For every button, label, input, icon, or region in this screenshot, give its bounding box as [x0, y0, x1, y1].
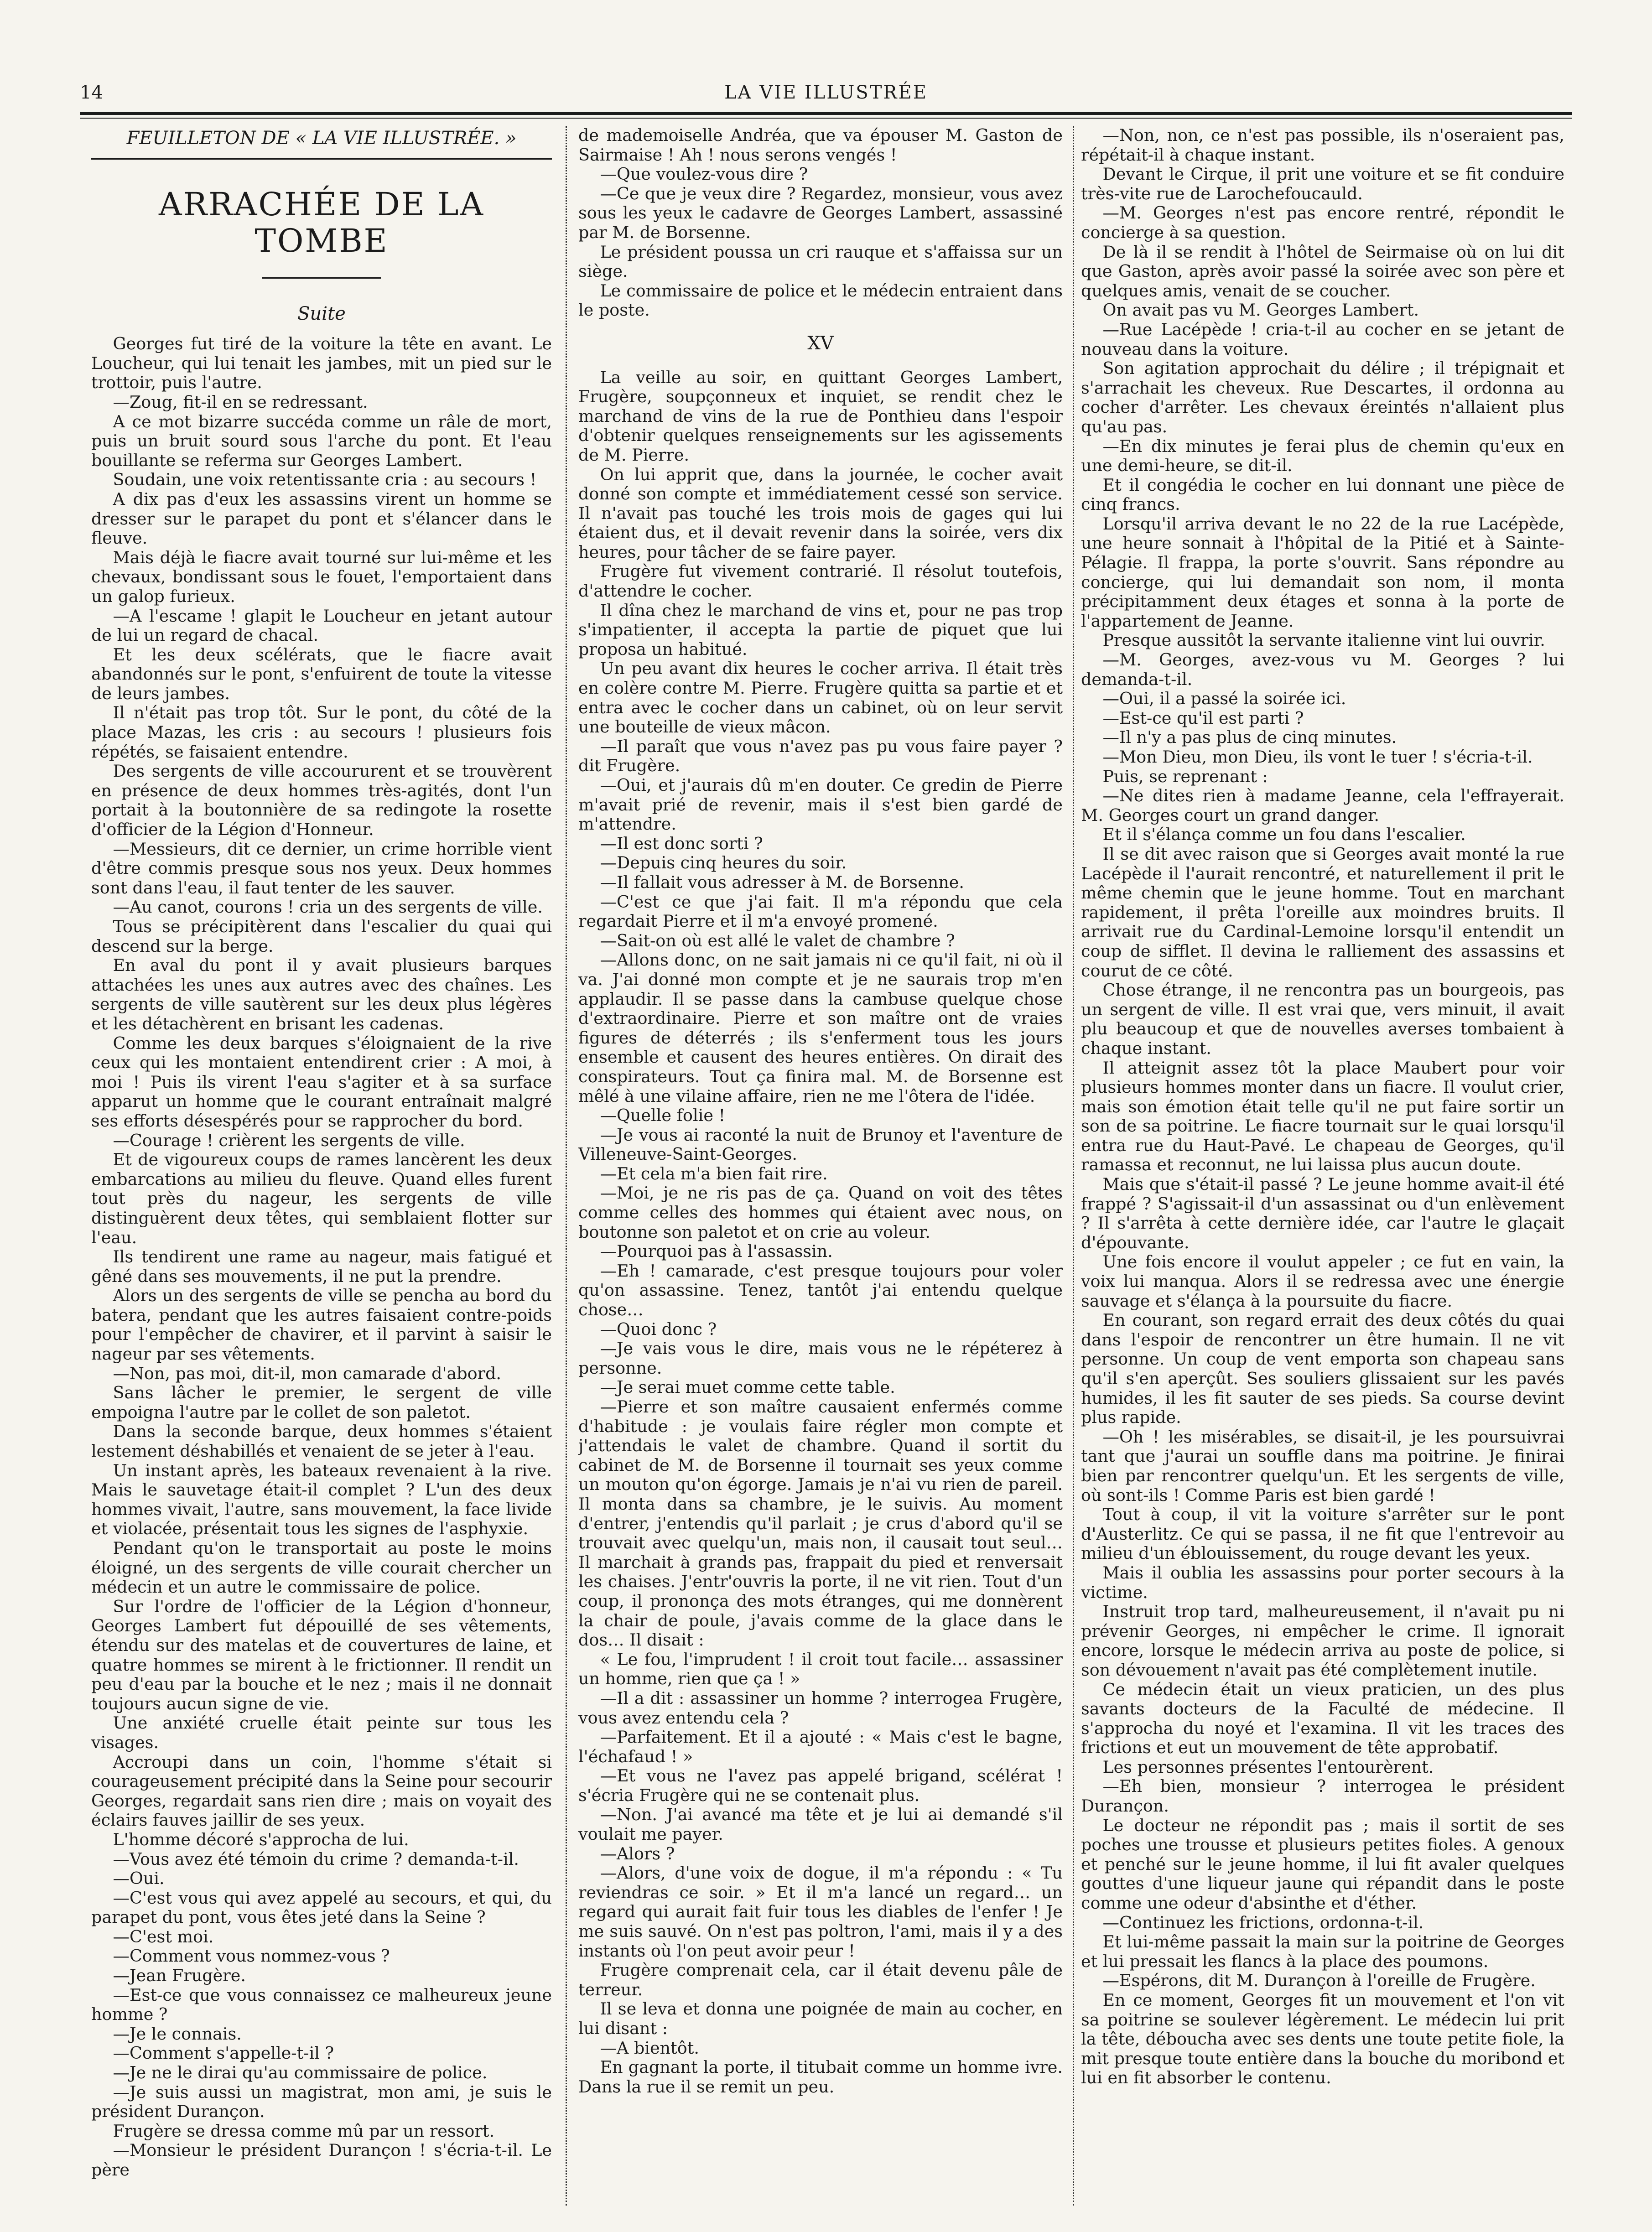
title-rule [262, 277, 381, 279]
paragraph: —Au canot, courons ! cria un des sergents de ville. [113, 897, 543, 917]
paragraph: Mais déjà le fiacre avait tourné sur lui-même et les chevaux, bondissant sous le fouet, l'emportaient dans un galop furieux. [91, 547, 552, 606]
paragraph: —Eh ! camarade, c'est presque toujours pour voler qu'on assassine. Tenez, tantôt j'ai entendu quelque chose… [578, 1261, 1063, 1320]
paragraph: Mais que s'était-il passé ? Le jeune homme avait-il été frappé ? S'agissait-il d'un assassinat ou d'un enlèvement ? Il s'arrêta à cette dernière idée, car l'autre le glaçait d'épouvante. [1081, 1174, 1564, 1252]
paragraph: Une fois encore il voulut appeler ; ce fut en vain, la voix lui manqua. Alors il se redressa avec une énergie sauvage et s'élança à la poursuite du fiacre. [1081, 1252, 1564, 1311]
paragraph: —Moi, je ne ris pas de ça. Quand on voit des têtes comme celles des hommes qui étaient avec nous, on boutonne son paletot et on crie au voleur. [578, 1183, 1063, 1242]
paragraph: Un instant après, les bateaux revenaient à la rive. Mais le sauvetage était-il complet ? L'un des deux hommes vivait, l'autre, sans mouvement, la face livide et violacée, présentait tous les signes de l'asphyxie. [91, 1460, 552, 1539]
paragraph: —Je le connais. [113, 2024, 242, 2044]
paragraph: de mademoiselle Andréa, que va épouser M. Gaston de Sairmaise ! Ah ! nous serons vengés ! [578, 126, 1063, 165]
paragraph: Sans lâcher le premier, le sergent de ville empoigna l'autre par le collet de son paletot. [91, 1383, 552, 1422]
paragraph: —Espérons, dit M. Durançon à l'oreille de Frugère. [1102, 1971, 1536, 1991]
paragraph: Instruit trop tard, malheureusement, il n'avait pu ni prévenir Georges, ni empêcher le crime. Il ignorait encore, lorsque le médecin arriva au poste de police, si son dévouement n'avait pas été complètement inutile. [1081, 1602, 1564, 1680]
paragraph: Frugère se dressa comme mû par un ressort. [113, 2121, 495, 2141]
paragraph: Et de vigoureux coups de rames lancèrent les deux embarcations au milieu du fleuve. Quand elles furent tout près du nageur, les sergents de ville distinguèrent deux têtes, qui semblaient flotter sur l'eau. [91, 1150, 552, 1247]
paragraph: —Sait-on où est allé le valet de chambre ? [600, 930, 955, 950]
paragraph: On avait pas vu M. Georges Lambert. [1102, 300, 1419, 320]
paragraph: —C'est moi. [113, 1926, 214, 1947]
paragraph: —Et cela m'a bien fait rire. [600, 1163, 828, 1183]
chapter-heading: XV [807, 332, 834, 354]
paragraph: Tous se précipitèrent dans l'escalier du quai qui descend sur la berge. [91, 917, 552, 956]
paragraph: —Continuez les frictions, ordonna-t-il. [1102, 1912, 1424, 1932]
column-3-text [1081, 126, 1564, 2088]
paragraph: Georges fut tiré de la voiture la tête en avant. Le Loucheur, qui lui tenait les jambes, mit un pied sur le trottoir, puis l'autre. [91, 334, 552, 393]
paragraph: Soudain, une voix retentissante cria : au secours ! [113, 470, 537, 490]
paragraph: —Je serai muet comme cette table. [600, 1377, 895, 1397]
paragraph: —Je ne le dirai qu'au commissaire de police. [113, 2063, 488, 2083]
paragraph: —Pierre et son maître causaient enfermés comme d'habitude : je voulais faire régler mon compte et j'attendais le valet de chambre. Quand il sortit du cabinet de M. de Borsenne il tournait ses yeux comme un mouton qu'on égorge. Jamais je n'ai vu rien de pareil. Il monta dans sa chambre, je le suivis. Au moment d'entrer, j'entendis qu'il parlait ; je crus d'abord qu'il se trouvait avec quelqu'un, mais non, il causait tout seul… Il marchait à grands pas, frappait du pied et renversait les chaises. J'entr'ouvris la porte, il ne vit rien. Tout d'un coup, il prononça des mots étranges, qui me donnèrent la chair de poule, j'avais comme de la glace dans le dos… Il disait : [578, 1397, 1063, 1650]
story-subtitle: Suite [297, 303, 346, 324]
paragraph: —A bientôt. [600, 2038, 699, 2058]
paragraph: Presque aussitôt la servante italienne vint lui ouvrir. [1102, 630, 1545, 650]
paragraph: —Mon Dieu, mon Dieu, ils vont le tuer ! s'écria-t-il. [1102, 747, 1533, 767]
paragraph: —Messieurs, dit ce dernier, un crime horrible vient d'être commis presque sous nos yeux. Deux hommes sont dans l'eau, il faut tenter de les sauver. [91, 839, 552, 898]
paragraph: Des sergents de ville accoururent et se trouvèrent en présence de deux hommes très-agités, dont l'un portait à la boutonnière de sa redingote la rosette d'officier de la Légion d'Honneur. [91, 761, 552, 840]
column-separator-1 [566, 126, 567, 2206]
paragraph: —Non, non, ce n'est pas possible, ils n'oseraient pas, répétait-il à chaque instant. [1081, 126, 1564, 165]
paragraph: L'homme décoré s'approcha de lui. [113, 1829, 409, 1849]
paragraph: Puis, se reprenant : [1102, 766, 1268, 786]
paragraph: —Il a dit : assassiner un homme ? interrogea Frugère, vous avez entendu cela ? [578, 1688, 1063, 1728]
paragraph: Les personnes présentes l'entourèrent. [1102, 1757, 1434, 1777]
paragraph: —Il n'y a pas plus de cinq minutes. [1102, 727, 1397, 747]
paragraph: Le commissaire de police et le médecin entraient dans le poste. [578, 280, 1063, 320]
paragraph: —M. Georges n'est pas encore rentré, répondit le concierge à sa question. [1081, 203, 1564, 242]
header-rule-thin [80, 118, 1572, 119]
paragraph: De là il se rendit à l'hôtel de Seirmaise où on lui dit que Gaston, après avoir passé la soirée avec son père et quelques amis, venait de se coucher. [1081, 242, 1564, 301]
paragraph: La veille au soir, en quittant Georges Lambert, Frugère, soupçonneux et inquiet, se rendit chez le marchand de vins de la rue de Ponthieu dans l'espoir d'obtenir quelques renseignements sur les agissements de M. Pierre. [578, 367, 1063, 465]
paragraph: On lui apprit que, dans la journée, le cocher avait donné son compte et immédiatement cessé son service. Il n'avait pas touché les trois mois de gages qui lui étaient dus, et il devait revenir dans la soirée, vers dix heures, pour tâcher de se faire payer. [578, 464, 1063, 562]
paragraph: Et lui-même passait la main sur la poitrine de Georges et lui pressait les flancs à la place des poumons. [1081, 1932, 1564, 1971]
paragraph: Le président poussa un cri rauque et s'affaissa sur un siège. [578, 242, 1063, 281]
paragraph: —Et vous ne l'avez pas appelé brigand, scélérat ! s'écria Frugère qui ne se contenait plus. [578, 1766, 1063, 1805]
paragraph: —Rue Lacépède ! cria-t-il au cocher en se jetant de nouveau dans la voiture. [1081, 319, 1564, 359]
paragraph: —Oh ! les misérables, se disait-il, je les poursuivrai tant que j'aurai un souffle dans ma poitrine. Je finirai bien par rencontrer quelqu'un. Et les sergents de ville, où sont-ils ! Comme Paris est bien gardé ! [1081, 1427, 1564, 1505]
paragraph: Pendant qu'on le transportait au poste le moins éloigné, un des sergents de ville courait chercher un médecin et un autre le commissaire de police. [91, 1538, 552, 1597]
paragraph: —C'est ce que j'ai fait. Il m'a répondu que cela regardait Pierre et il m'a envoyé promené. [578, 892, 1063, 931]
paragraph: —Oui, il a passé la soirée ici. [1102, 689, 1346, 709]
paragraph: Frugère fut vivement contrarié. Il résolut toutefois, d'attendre le cocher. [578, 561, 1063, 601]
paragraph: —Parfaitement. Et il a ajouté : « Mais c'est le bagne, l'échafaud ! » [578, 1727, 1063, 1766]
paragraph: Frugère comprenait cela, car il était devenu pâle de terreur. [578, 1960, 1063, 1999]
paragraph: —Je vous ai raconté la nuit de Brunoy et l'aventure de Villeneuve-Saint-Georges. [578, 1125, 1063, 1164]
column-separator-2 [1073, 126, 1074, 2206]
paragraph: —Oui. [113, 1869, 165, 1889]
paragraph: Il n'était pas trop tôt. Sur le pont, du côté de la place Mazas, les cris : au secours ! plusieurs fois répétés, se faisaient entendre. [91, 703, 552, 762]
paragraph: —C'est vous qui avez appelé au secours, et qui, du parapet du pont, vous êtes jeté dans la Seine ? [91, 1888, 552, 1927]
paragraph: Lorsqu'il arriva devant le no 22 de la rue Lacépède, une heure sonnait à l'hôpital de la Pitié et à Sainte-Pélagie. Il frappa, la porte s'ouvrit. Sans répondre au concierge, qui lui demandait son nom, il monta précipitamment deux étages et sonna à la porte de l'appartement de Jeanne. [1081, 514, 1564, 631]
paragraph: —A l'escame ! glapit le Loucheur en jetant autour de lui un regard de chacal. [91, 606, 552, 645]
paragraph: Et les deux scélérats, que le fiacre avait abandonnés sur le pont, s'enfuirent de toute la vitesse de leurs jambes. [91, 644, 552, 703]
paragraph: —Je vais vous le dire, mais vous ne le répéterez à personne. [578, 1339, 1063, 1378]
paragraph: Dans la seconde barque, deux hommes s'étaient lestement déshabillés et venaient de se jeter à l'eau. [91, 1422, 552, 1461]
journal-title: LA VIE ILLUSTRÉE [724, 82, 928, 103]
paragraph: —Zoug, fit-il en se redressant. [113, 392, 368, 412]
paragraph: Accroupi dans un coin, l'homme s'était si courageusement précipité dans la Seine pour secourir Georges, regardait sans rien dire ; mais on voyait des éclairs fauves jaillir de ses yeux. [91, 1752, 552, 1830]
paragraph: —Non. J'ai avancé ma tête et je lui ai demandé s'il voulait me payer. [578, 1805, 1063, 1844]
paragraph: Devant le Cirque, il prit une voiture et se fit conduire très-vite rue de Larochefoucauld. [1081, 164, 1564, 203]
paragraph: Il se leva et donna une poignée de main au cocher, en lui disant : [578, 1999, 1063, 2038]
paragraph: —Quoi donc ? [600, 1319, 717, 1339]
paragraph: —Je suis aussi un magistrat, mon ami, je suis le président Durançon. [91, 2082, 552, 2122]
feuilleton-heading: FEUILLETON DE « LA VIE ILLUSTRÉE. » [91, 126, 552, 160]
paragraph: —M. Georges, avez-vous vu M. Georges ? lui demanda-t-il. [1081, 650, 1564, 689]
paragraph: Il se dit avec raison que si Georges avait monté la rue Lacépède il l'aurait rencontré, et naturellement il prit le même chemin que le jeune homme. Tout en marchant rapidement, il prêta l'oreille aux moindres bruits. Il arrivait rue du Cardinal-Lemoine lorsqu'il entendit un coup de sifflet. Il devina le ralliement des assassins et courut de ce côté. [1081, 844, 1564, 981]
paragraph: Chose étrange, il ne rencontra pas un bourgeois, pas un sergent de ville. Il est vrai que, vers minuit, il avait plu beaucoup et que de nouvelles averses tombaient à chaque instant. [1081, 980, 1564, 1058]
paragraph: Ils tendirent une rame au nageur, mais fatigué et gêné dans ses mouvements, il ne put la prendre. [91, 1247, 552, 1286]
paragraph: —Est-ce qu'il est parti ? [1102, 708, 1304, 728]
paragraph: Comme les deux barques s'éloignaient de la rive ceux qui les montaient entendirent crier : A moi, à moi ! Puis ils virent l'eau s'agiter et à sa surface apparut un homme que le courant entraînait malgré ses efforts désespérés pour se rapprocher du bord. [91, 1033, 552, 1131]
paragraph: —Courage ! crièrent les sergents de ville. [113, 1130, 465, 1150]
paragraph: —Que voulez-vous dire ? [600, 164, 808, 184]
column-1-text [91, 334, 552, 2180]
paragraph: —Jean Frugère. [113, 1966, 246, 1986]
paragraph: En ce moment, Georges fit un mouvement et l'on vit sa poitrine se soulever légèrement. Le médecin lui prit la tête, déboucha avec ses dents une toute petite fiole, la mit presque toute entière dans la bouche du moribond et lui en fit absorber le contenu. [1081, 1990, 1564, 2088]
paragraph: —Depuis cinq heures du soir. [600, 853, 847, 873]
story-title: ARRACHÉE DE LA TOMBE [158, 185, 485, 260]
column-2 [578, 126, 1063, 2206]
paragraph: —Pourquoi pas à l'assassin. [600, 1241, 833, 1261]
paragraph: —Alors, d'une voix de dogue, il m'a répondu : « Tu reviendras ce soir. » Et il m'a lancé un regard… un regard qui aurait fait fuir tous les diables de l'enfer ! Je me suis sauvé. On n'est pas poltron, l'ami, mais il y a des instants où l'on peut avoir peur ! [578, 1863, 1063, 1961]
paragraph: —Comment s'appelle-t-il ? [113, 2043, 334, 2063]
paragraph: —Oui, et j'aurais dû m'en douter. Ce gredin de Pierre m'avait prié de revenir, mais il s'est bien gardé de m'attendre. [578, 775, 1063, 834]
paragraph: —Vous avez été témoin du crime ? demanda-t-il. [113, 1849, 519, 1869]
paragraph: —Il paraît que vous n'avez pas pu vous faire payer ? dit Frugère. [578, 736, 1063, 776]
paragraph: Sur l'ordre de l'officier de la Légion d'honneur, Georges Lambert fut dépouillé de ses vêtements, étendu sur des matelas et de couvertures de laine, et quatre hommes se mirent à le frictionner. Il rendit un peu d'eau par la bouche et le nez ; mais il ne donnait toujours aucun signe de vie. [91, 1596, 552, 1713]
paragraph: —Il est donc sorti ? [600, 833, 763, 853]
paragraph: Alors un des sergents de ville se pencha au bord du batera, pendant que les autres faisaient contre-poids pour l'empêcher de chavirer, et il parvint à saisir le nageur par ses vêtements. [91, 1286, 552, 1364]
column-3 [1081, 126, 1564, 2206]
paragraph: Ce médecin était un vieux praticien, un des plus savants docteurs de la Faculté de médecine. Il s'approcha du noyé et l'examina. Il vit les traces des frictions et eut un mouvement de tête approbatif. [1081, 1679, 1564, 1758]
paragraph: Et il s'élança comme un fou dans l'escalier. [1102, 825, 1466, 845]
page-header [80, 77, 1572, 109]
paragraph: —Ne dites rien à madame Jeanne, cela l'effrayerait. M. Georges court un grand danger. [1081, 786, 1564, 825]
paragraph: Un peu avant dix heures le cocher arriva. Il était très en colère contre M. Pierre. Frugère quitta sa partie et et entra avec le cocher dans un cabinet, où on leur servit une bouteille de vieux mâcon. [578, 659, 1063, 737]
paragraph: —Ce que je veux dire ? Regardez, monsieur, vous avez sous les yeux le cadavre de Georges Lambert, assassiné par M. de Borsenne. [578, 183, 1063, 242]
paragraph: —Est-ce que vous connaissez ce malheureux jeune homme ? [91, 1985, 552, 2024]
paragraph: En courant, son regard errait des deux côtés du quai dans l'espoir de rencontrer un être humain. Il ne vit personne. Un coup de vent emporta son chapeau sans qu'il s'en aperçût. Ses souliers glissaient sur les pavés humides, il les fit sauter de ses pieds. Sa course devint plus rapide. [1081, 1310, 1564, 1427]
paragraph: « Le fou, l'imprudent ! il croit tout facile… assassiner un homme, rien que ça ! » [578, 1649, 1063, 1689]
paragraph: Le docteur ne répondit pas ; mais il sortit de ses poches une trousse et plusieurs petites fioles. A genoux et penché sur le jeune homme, il lui fit avaler quelques gouttes d'une liqueur jaune qui répandit dans le poste comme une odeur d'absinthe et d'éther. [1081, 1815, 1564, 1913]
paragraph: A dix pas d'eux les assassins virent un homme se dresser sur le parapet du pont et s'élancer dans le fleuve. [91, 489, 552, 548]
header-rule-thick [80, 112, 1572, 115]
paragraph: —En dix minutes je ferai plus de chemin qu'eux en une demi-heure, se dit-il. [1081, 436, 1564, 476]
column-1 [91, 126, 552, 2206]
paragraph: Une anxiété cruelle était peinte sur tous les visages. [91, 1713, 552, 1752]
paragraph: —Comment vous nommez-vous ? [113, 1946, 390, 1966]
paragraph: Son agitation approchait du délire ; il trépignait et s'arrachait les cheveux. Rue Descartes, il ordonna au cocher d'arrêter. Les chevaux éreintés n'allaient plus qu'au pas. [1081, 358, 1564, 436]
column-2-text-after [578, 368, 1063, 2097]
paragraph: A ce mot bizarre succéda comme un râle de mort, puis un bruit sourd sous l'arche du pont. Et l'eau bouillante se referma sur Georges Lambert. [91, 411, 552, 470]
paragraph: —Alors ? [600, 1843, 675, 1863]
paragraph: En aval du pont il y avait plusieurs barques attachées les unes aux autres avec des chaînes. Les sergents de ville sautèrent sur les deux plus légères et les détachèrent en brisant les cadenas. [91, 955, 552, 1033]
paragraph: Il dîna chez le marchand de vins et, pour ne pas trop s'impatienter, il accepta la partie de piquet que lui proposa un habitué. [578, 600, 1063, 659]
paragraph: En gagnant la porte, il titubait comme un homme ivre. Dans la rue il se remit un peu. [578, 2057, 1063, 2097]
paragraph: —Non, pas moi, dit-il, mon camarade d'abord. [113, 1363, 502, 1383]
paragraph: Mais il oublia les assassins pour porter secours à la victime. [1081, 1562, 1564, 1602]
paragraph: —Eh bien, monsieur ? interrogea le président Durançon. [1081, 1776, 1564, 1816]
paragraph: Il atteignit assez tôt la place Maubert pour voir plusieurs hommes monter dans un fiacre. Il voulut crier, mais son émotion était telle qu'il ne put faire sortir un son de sa poitrine. Le fiacre tournait sur le quai lorsqu'il entra rue du Haut-Pavé. Le chapeau de Georges, qu'il ramassa et reconnut, ne lui laissa plus aucun doute. [1081, 1058, 1564, 1175]
column-2-text-before [578, 126, 1063, 320]
paragraph: Et il congédia le cocher en lui donnant une pièce de cinq francs. [1081, 475, 1564, 514]
page-number: 14 [80, 82, 103, 103]
paragraph: —Monsieur le président Durançon ! s'écria-t-il. Le père [91, 2140, 552, 2180]
paragraph: —Quelle folie ! [600, 1106, 726, 1126]
paragraph: Tout à coup, il vit la voiture s'arrêter sur le pont d'Austerlitz. Ce qui se passa, il ne fit que l'entrevoir au milieu d'un éblouissement, du rouge devant les yeux. [1081, 1505, 1564, 1563]
paragraph: —Allons donc, on ne sait jamais ni ce qu'il fait, ni où il va. J'ai donné mon compte et je ne saurais trop m'en applaudir. Il se passe dans la cambuse quelque chose d'extraordinaire. Pierre et son maître ont de vraies figures de déterrés ; ils s'enferment tous les jours ensemble et causent des heures entières. On dirait des conspirateurs. Tout ça finira mal. M. de Borsenne est mêlé à une vilaine affaire, rien ne me l'ôtera de l'idée. [578, 950, 1063, 1106]
paragraph: —Il fallait vous adresser à M. de Borsenne. [600, 872, 964, 892]
